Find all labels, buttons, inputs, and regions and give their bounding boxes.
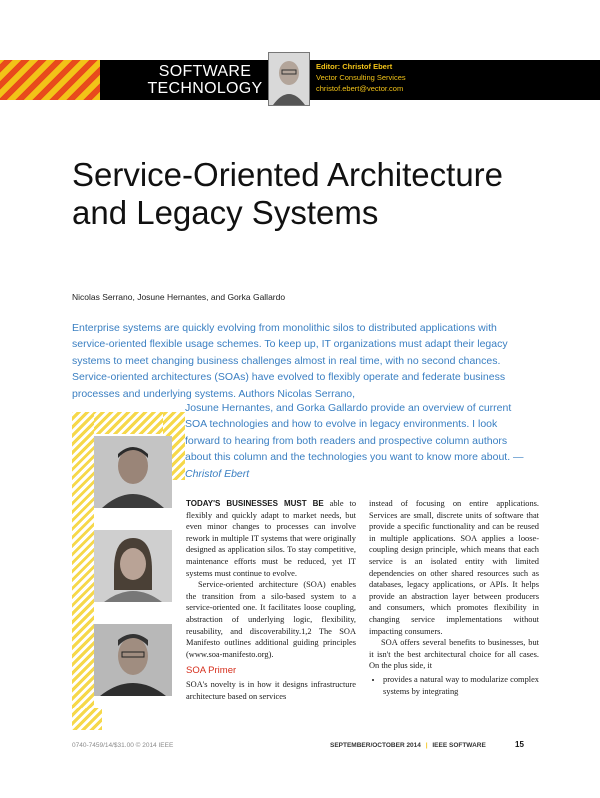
benefits-list (369, 674, 539, 697)
department-line2: TECHNOLOGY (147, 80, 263, 97)
list-item: • provides a natural way to modularize complex systems by integrating (383, 674, 539, 697)
header-hatch-decoration (0, 60, 100, 100)
footer-issue-date: SEPTEMBER/OCTOBER 2014 (330, 742, 421, 749)
editor-info (316, 61, 406, 94)
article-title: Service-Oriented Architecture and Legacy Systems (72, 156, 504, 231)
footer-issn: 0740-7459/14/$31.00 © 2014 IEEE (72, 742, 174, 749)
section-heading: SOA Primer (186, 665, 237, 677)
author-portrait-icon (94, 436, 172, 508)
author-photo-hernantes (94, 530, 172, 602)
editor-name: Editor: Christof Ebert (316, 62, 393, 71)
author-portrait-icon (94, 530, 172, 602)
bracket-left-bar (72, 412, 94, 730)
body-column-1 (186, 498, 356, 702)
author-photo-serrano (94, 436, 172, 508)
page-number: 15 (515, 740, 524, 749)
footer-magazine: IEEE SOFTWARE (432, 742, 486, 749)
intro-paragraph-top: Enterprise systems are quickly evolving from monolithic silos to distributed applications with service-oriented flexible usage schemes. To keep up, IT organizations must adapt their legacy systems to meet changing business challenges almost in real time, with no second chances. Service-oriented architectures (SOAs) have evolved to flexibly operate and federate business processes and underlying systems. Authors Nicolas Serrano, (72, 322, 508, 400)
bracket-bottom-bar (72, 708, 102, 730)
body-column-2 (369, 498, 539, 697)
lead-text: able to flexibly and quickly adapt to market needs, but even minor changes to processes can involve rework in multiple IT systems that were originally designed as application silos. To stay competitive, maintenance efforts must be reduced, yet IT systems must continue to evolve. (186, 499, 357, 578)
body-paragraph: SOA offers several benefits to businesses, but it isn't the best architectural choice for all cases. On the plus side, it (369, 638, 539, 671)
lead-in: TODAY'S BUSINESSES MUST BE (186, 499, 324, 508)
footer-separator: | (425, 742, 428, 749)
author-portrait-icon (94, 624, 172, 696)
body-paragraph: Service-oriented architecture (SOA) enables the transition from a silo-based system to a service-oriented one. It facilitates loose coupling, abstraction of underlying logic, flexibility, reusability, and discoverability.1,2 The SOA Manifesto outlines additional guiding principles (www.soa-manifesto.org). (186, 580, 356, 659)
editor-bar (260, 60, 600, 100)
body-paragraph: instead of focusing on entire applications. Services are small, discrete units of software that provide a specific functionality and can be reused in multiple applications. SOA applies a loose-coupling design principle, which means that each service is an isolated entity with limited dependencies on other shared resources such as databases, legacy applications, or APIs. It helps provide an abstraction layer between producers and consumers, which promotes flexibility in changing service implementations without impacting consumers. (369, 499, 539, 636)
department-line1: SOFTWARE (158, 63, 252, 80)
footer-issue (330, 742, 486, 749)
editor-org: Vector Consulting Services (316, 73, 406, 82)
author-photo-gallardo (94, 624, 172, 696)
body-paragraph: SOA's novelty is in how it designs infrastructure architecture based on services (186, 679, 356, 701)
editor-photo (268, 52, 310, 106)
body-paragraph (186, 498, 356, 579)
intro-signature: —Christof Ebert (185, 451, 524, 480)
editor-portrait-icon (269, 53, 309, 105)
intro-paragraph-bottom (185, 400, 530, 482)
editor-email[interactable]: christof.ebert@vector.com (316, 84, 404, 93)
article-authors: Nicolas Serrano, Josune Hernantes, and Gorka Gallardo (72, 292, 286, 302)
intro-text: Josune Hernantes, and Gorka Gallardo provide an overview of current SOA technologies and how to evolve in legacy environments. I look forward to hearing from both readers and prospective column authors about this column and the technologies you want to know more about. (185, 402, 512, 464)
